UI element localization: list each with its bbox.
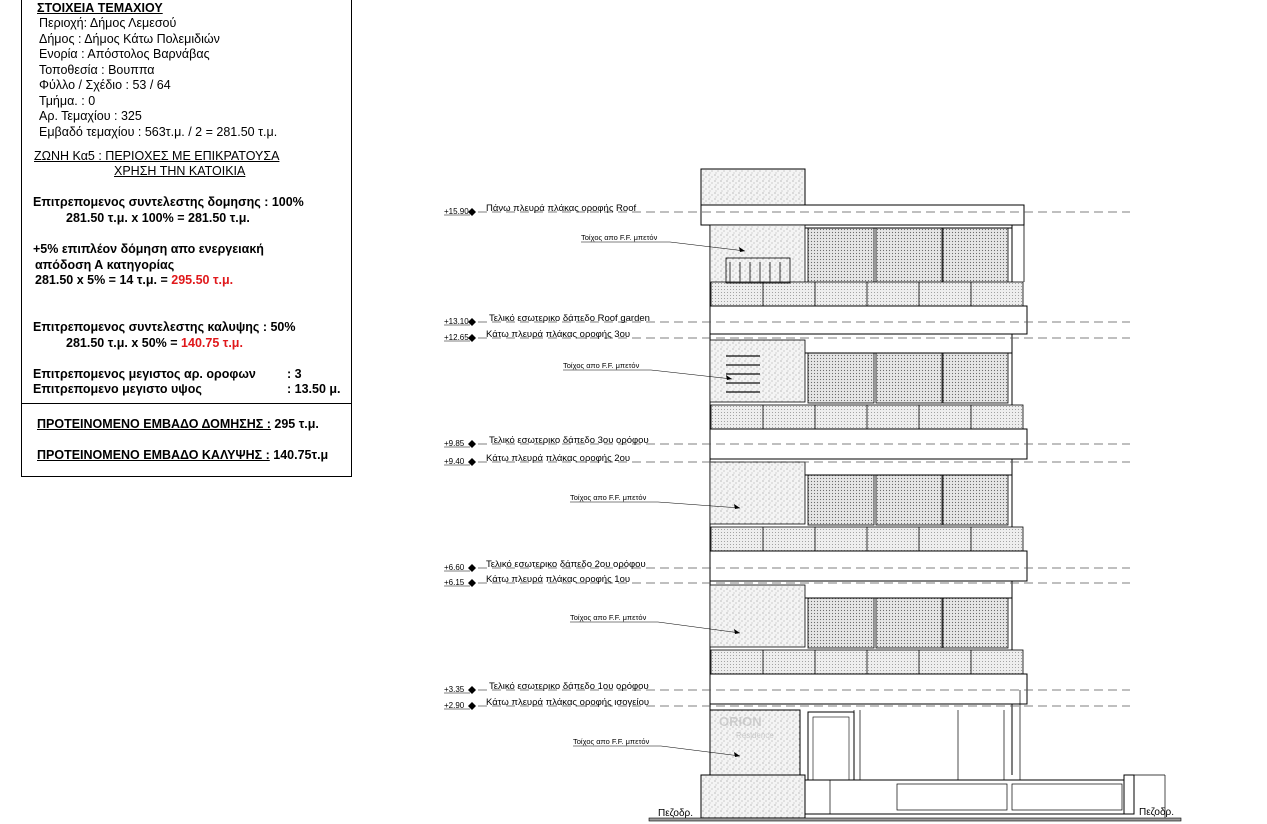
max-floors-label: Επιτρεπομενος μεγιστος αρ. οροφων [33, 367, 256, 381]
zone-line-1: ΖΩΝΗ Κα5 : ΠΕΡΙΟΧΕΣ ΜΕ ΕΠΙΚΡΑΤΟΥΣΑ [34, 149, 280, 163]
info-line: Τοποθεσία : Βουππα [39, 63, 155, 77]
stone-wall [710, 462, 805, 524]
stone-wall [710, 225, 805, 283]
floor [710, 340, 1027, 459]
floor-slab [710, 674, 1027, 704]
window [943, 228, 1008, 283]
floor-slab [710, 551, 1027, 581]
window [808, 353, 874, 403]
wall-note-text: Τοίχος απο F.F. μπετόν [570, 613, 647, 622]
info-line: Περιοχή: Δήμος Λεμεσού [39, 16, 177, 30]
bonus-line-1: +5% επιπλέον δόμηση απο ενεργειακή [33, 242, 264, 256]
max-height-label: Επιτρεπομενο μεγιστο υψος [33, 382, 202, 396]
floor-slab [710, 429, 1027, 459]
parcel-info-title: ΣΤΟΙΧΕΙΑ ΤΕΜΑΧΙΟΥ [37, 1, 163, 15]
wall-note-text: Τοίχος απο F.F. μπετόν [581, 233, 658, 242]
zone-line-2: ΧΡΗΣΗ ΤΗΝ ΚΑΤΟΙΚΙΑ [114, 164, 246, 178]
level-value: +15.90 [444, 207, 469, 216]
level-label: Τελικό εσωτερικο δάπεδο 2ου ορόφου [486, 559, 646, 570]
level-label: Κάτω πλευρά πλάκας οροφής 2ου [486, 453, 631, 464]
boundary-wall-left [701, 775, 805, 818]
building-coefficient: Επιτρεπομενος συντελεστης δομησης : 100% [33, 195, 304, 209]
window [876, 598, 942, 648]
level-label: Πάνω πλευρά πλάκας οροφής Roof [486, 203, 637, 214]
info-line: Τμήμα. : 0 [39, 94, 96, 108]
fence [805, 780, 1125, 814]
window [943, 475, 1008, 525]
stone-wall [710, 585, 805, 647]
coverage-result: 140.75 τ.μ. [181, 336, 243, 350]
proposed-coverage-area: ΠΡΟΤΕΙΝΟΜΕΝΟ ΕΜΒΑΔΟ ΚΑΛΥΨΗΣ : 140.75τ.μ [37, 448, 329, 462]
max-floors-value: : 3 [287, 367, 302, 381]
wall-note-text: Τοίχος απο F.F. μπετόν [570, 493, 647, 502]
level-value: +9.85 [444, 439, 465, 448]
level-value: +6.60 [444, 563, 465, 572]
coverage-coefficient: Επιτρεπομενος συντελεστης καλυψης : 50% [33, 320, 296, 334]
window [876, 475, 942, 525]
window [808, 475, 874, 525]
level-label: Κάτω πλευρά πλάκας οροφής 3ου [486, 329, 631, 340]
window [876, 353, 942, 403]
window [808, 228, 874, 283]
bonus-calc: 281.50 x 5% = 14 τ.μ. = 295.50 τ.μ. [35, 273, 234, 287]
level-label: Κάτω πλευρά πλάκας οροφής ισογείου [486, 697, 650, 708]
bonus-result: 295.50 τ.μ. [171, 273, 234, 287]
info-line: Ενορία : Απόστολος Βαρνάβας [39, 47, 210, 61]
roof-parapet [701, 169, 805, 205]
info-line: Φύλλο / Σχέδιο : 53 / 64 [39, 78, 171, 92]
sidewalk-label-right: Πεζοδρ. [1139, 807, 1175, 818]
level-value: +12.65 [444, 333, 469, 342]
info-line: Εμβαδό τεμαχίου : 563τ.μ. / 2 = 281.50 τ.μ. [39, 125, 278, 139]
floor [710, 225, 1027, 334]
level-label: Κάτω πλευρά πλάκας οροφής 1ου [486, 574, 631, 585]
wall-note [563, 361, 732, 380]
bonus-line-2: απόδοση Α κατηγορίας [35, 258, 175, 272]
window [808, 598, 874, 648]
logo-orion: ORION [719, 714, 762, 729]
level-label: Τελικό εσωτερικο δάπεδο Roof garden [489, 313, 650, 324]
coverage-calc: 281.50 τ.μ. x 50% = 140.75 τ.μ. [66, 336, 243, 350]
proposed-building-area: ΠΡΟΤΕΙΝΟΜΕΝΟ ΕΜΒΑΔΟ ΔΟΜΗΣΗΣ : 295 τ.μ. [37, 417, 319, 431]
level-value: +3.35 [444, 685, 465, 694]
sidewalk-label-left: Πεζοδρ. [658, 808, 694, 819]
building-coefficient-calc: 281.50 τ.μ. x 100% = 281.50 τ.μ. [66, 211, 250, 225]
max-height-value: : 13.50 μ. [287, 382, 341, 396]
level-value: +9.40 [444, 457, 465, 466]
floor [710, 462, 1027, 581]
wall-note-text: Τοίχος απο F.F. μπετόν [563, 361, 640, 370]
level-value: +2.90 [444, 701, 465, 710]
ground-line [649, 818, 1181, 821]
level-value: +6.15 [444, 578, 465, 587]
window [943, 598, 1008, 648]
floor [710, 585, 1027, 704]
floor-slab [710, 306, 1027, 334]
window [876, 228, 942, 283]
logo-residence: Residence [736, 731, 774, 740]
wall-note-text: Τοίχος απο F.F. μπετόν [573, 737, 650, 746]
level-value: +13.10 [444, 317, 469, 326]
level-label: Τελικό εσωτερικο δάπεδο 3ου ορόφου [489, 435, 649, 446]
window [943, 353, 1008, 403]
info-line: Δήμος : Δήμος Κάτω Πολεμιδιών [39, 32, 220, 46]
level-label: Τελικό εσωτερικο δάπεδο 1ου ορόφου [489, 681, 649, 692]
roof-slab [701, 205, 1024, 225]
info-line: Αρ. Τεμαχίου : 325 [39, 109, 142, 123]
